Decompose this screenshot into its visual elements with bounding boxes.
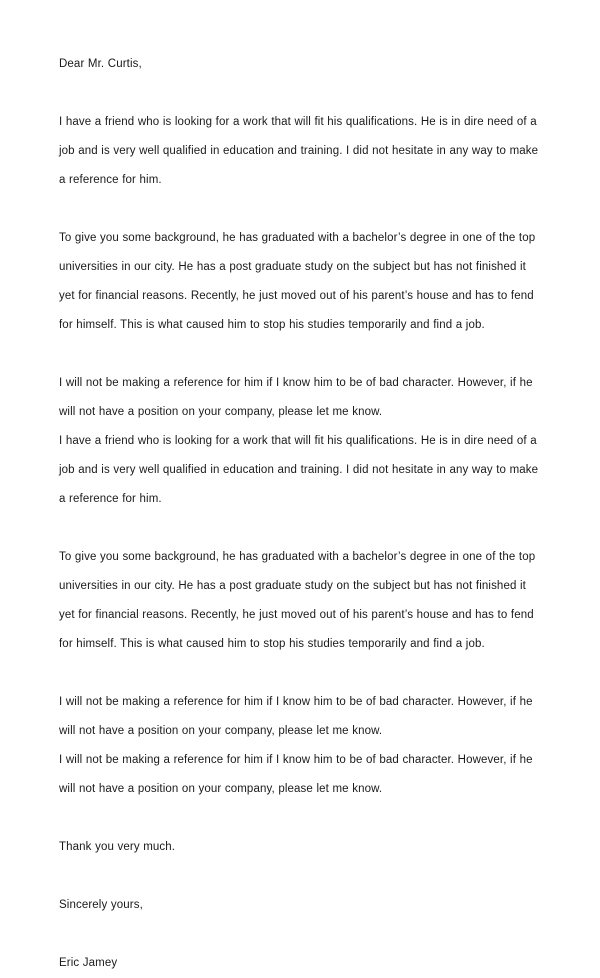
body-paragraph-background-1: To give you some background, he has graduated with a bachelor’s degree in one of the top universities in our city. He has a post graduate study on the subject but has not finished it yet for financial reasons. Recently, he just moved out of his parent’s house and has to fend for himself. This is what caused him to stop his studies temporarily and find a job. — [59, 232, 536, 331]
body-paragraph-qualifications-2: I have a friend who is looking for a work that will fit his qualifications. He is in dire need of a job and is very well qualified in education and training. I did not hesitate in any way to make a reference for him. — [59, 435, 539, 505]
closing-thanks: Thank you very much. — [59, 841, 176, 853]
body-paragraph-qualifications-1: I have a friend who is looking for a work that will fit his qualifications. He is in dire need of a job and is very well qualified in education and training. I did not hesitate in any way to make a reference for him. — [59, 116, 539, 186]
body-paragraph-background-2: To give you some background, he has graduated with a bachelor’s degree in one of the top universities in our city. He has a post graduate study on the subject but has not finished it yet for financial reasons. Recently, he just moved out of his parent’s house and has to fend for himself. This is what caused him to stop his studies temporarily and find a job. — [59, 551, 536, 650]
body-paragraph-character-1: I will not be making a reference for him if I know him to be of bad character. However, if he will not have a position on your company, please let me know. — [59, 377, 533, 418]
letter-document — [59, 0, 541, 969]
salutation: Dear Mr. Curtis, — [59, 58, 142, 70]
signature-name: Eric Jamey — [59, 957, 118, 969]
body-paragraph-character-2: I will not be making a reference for him if I know him to be of bad character. However, if he will not have a position on your company, please let me know. — [59, 696, 533, 737]
body-paragraph-character-3: I will not be making a reference for him if I know him to be of bad character. However, if he will not have a position on your company, please let me know. — [59, 754, 533, 795]
closing-salutation: Sincerely yours, — [59, 899, 143, 911]
